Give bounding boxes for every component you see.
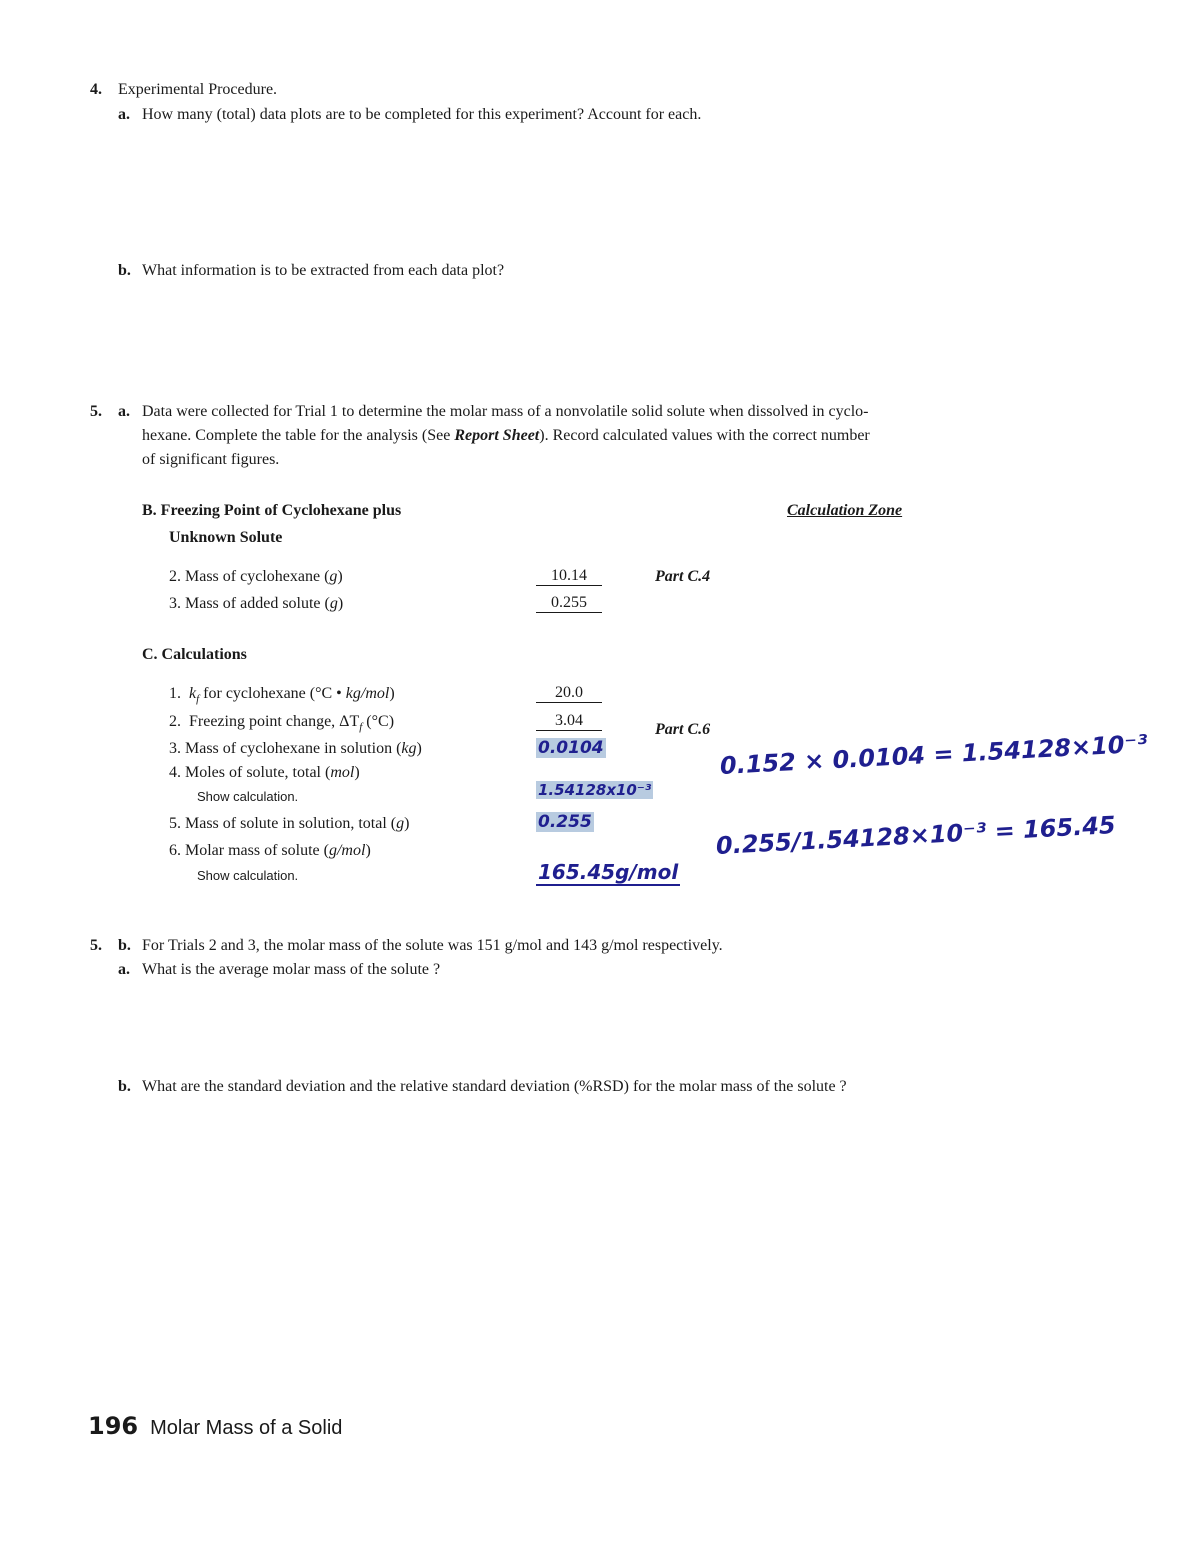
q5b-label: b. <box>118 937 131 954</box>
q4a-label: a. <box>118 106 130 123</box>
q5a-line3: of significant figures. <box>142 451 280 468</box>
q4b-text: What information is to be extracted from each data plot? <box>142 262 505 279</box>
section-c-heading: C. Calculations <box>142 646 247 663</box>
c-row6-handwritten-value: 165.45g/mol <box>538 860 679 884</box>
c-row3-handwritten-value: 0.0104 <box>538 738 604 758</box>
q5b-text: For Trials 2 and 3, the molar mass of the solute was 151 g/mol and 143 g/mol respectively. <box>142 937 723 954</box>
c-row2-value: 3.04 <box>536 712 602 731</box>
c-row1-label: 1. $k_f$ for cyclohexane (°C • kg/mol) <box>169 685 395 706</box>
c-row2-label: 2. Freezing point change, $\Delta T_f$ (°C) <box>169 713 395 734</box>
page-footer-title: Molar Mass of a Solid <box>150 1417 343 1439</box>
q4a-text: How many (total) data plots are to be completed for this experiment? Account for each. <box>142 106 702 123</box>
q5b-a-text: What is the average molar mass of the solute ? <box>142 961 441 978</box>
q5b-a-label: a. <box>118 961 130 978</box>
c-row5-label: 5. Mass of solute in solution, total (g) <box>169 815 410 832</box>
q4-title: Experimental Procedure. <box>118 81 278 98</box>
c-row6-show-calculation: Show calculation. <box>197 868 299 883</box>
b-row3-label: 3. Mass of added solute (g) <box>169 595 344 612</box>
section-b-heading: B. Freezing Point of Cyclohexane plus <box>142 502 402 519</box>
part-c6-label: Part C.6 <box>655 721 711 738</box>
c-row1-value: 20.0 <box>536 684 602 703</box>
c-row6-label: 6. Molar mass of solute (g/mol) <box>169 842 371 859</box>
handwritten-calc-moles: 0.152 × 0.0104 = 1.54128×10⁻³ <box>719 729 1149 780</box>
b-row3-value: 0.255 <box>536 594 602 613</box>
q5a-line1: Data were collected for Trial 1 to determine the molar mass of a nonvolatile solid solute when dissolved in cyclo- <box>142 403 869 420</box>
c-row4-handwritten-value: 1.54128x10⁻³ <box>538 781 652 799</box>
c-row4-show-calculation: Show calculation. <box>197 789 299 804</box>
page-number: 196 <box>88 1412 139 1440</box>
q5a-label: a. <box>118 403 130 420</box>
handwritten-calc-molar-mass: 0.255/1.54128×10⁻³ = 165.45 <box>715 811 1117 860</box>
part-c4-label: Part C.4 <box>655 568 711 585</box>
c-row5-handwritten-value: 0.255 <box>538 812 592 832</box>
q5b-number: 5. <box>90 937 102 954</box>
q5a-line2: hexane. Complete the table for the analysis (See Report Sheet). Record calculated values with the correct number <box>142 427 870 444</box>
q4b-label: b. <box>118 262 131 279</box>
calculation-zone-title: Calculation Zone <box>787 502 903 519</box>
q5b-b-label: b. <box>118 1078 131 1095</box>
q4-number: 4. <box>90 81 102 98</box>
b-row2-label: 2. Mass of cyclohexane (g) <box>169 568 343 585</box>
section-b-heading-line2: Unknown Solute <box>169 529 283 546</box>
q5a-number: 5. <box>90 403 102 420</box>
q5b-b-text: What are the standard deviation and the relative standard deviation (%RSD) for the molar mass of the solute ? <box>142 1078 847 1095</box>
b-row2-value: 10.14 <box>536 567 602 586</box>
c-row4-label: 4. Moles of solute, total (mol) <box>169 764 360 781</box>
page-footer <box>88 1412 342 1440</box>
c-row3-label: 3. Mass of cyclohexane in solution (kg) <box>169 740 422 757</box>
